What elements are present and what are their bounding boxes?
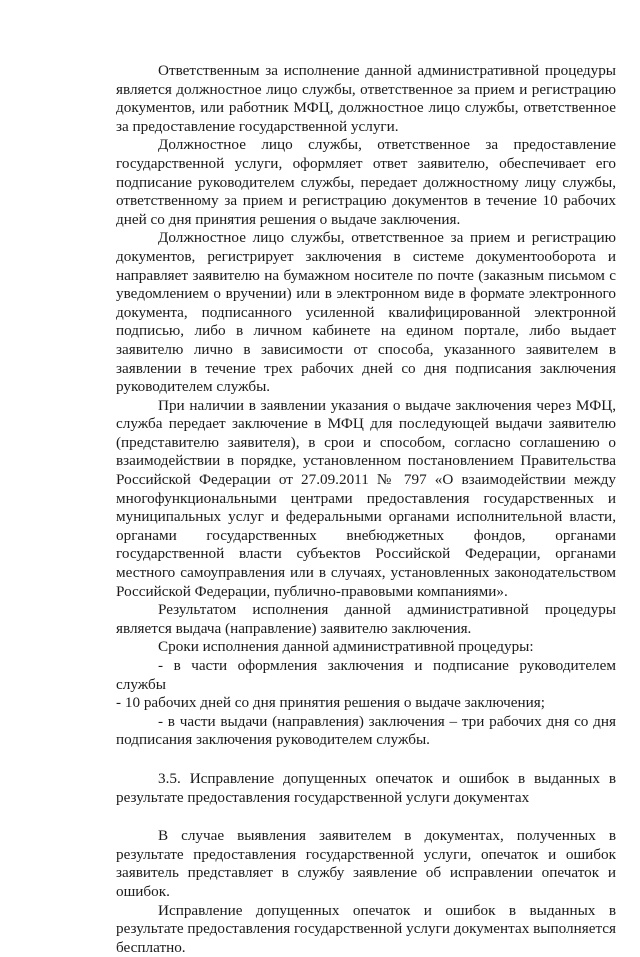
paragraph-deadline-signing-continued: - 10 рабочих дней со дня принятия решения о выдаче заключения; xyxy=(116,694,545,712)
paragraph-deadlines-intro: Сроки исполнения данной административной процедуры: xyxy=(158,638,534,656)
paragraph-error-correction-free: Исправление допущенных опечаток и ошибок в выданных в результате предоставления государственной услуги документах выполняется бесплатно. xyxy=(116,901,616,956)
paragraph-registration: Должностное лицо службы, ответственное за прием и регистрацию документов, регистрирует заключения в системе документооборота и направляет заявителю на бумажном носителе по почте (заказным письмом с уведомлением о вручении) или в электронном виде в формате электронного документа, подписанного усиленной квалифицированной электронной подписью, либо в личном кабинете на едином портале, либо выдает заявителю лично в зависимости от способа, указанного заявителем в заявлении в течение трех рабочих дней со дня подписания заключения руководителем службы. xyxy=(116,229,616,396)
document-page xyxy=(116,62,616,957)
paragraph-official-response: Должностное лицо службы, ответственное за предоставление государственной услуги, оформляет ответ заявителю, обеспечивает его подписание руководителем службы, передает должностному лицу службы, ответственному за прием и регистрацию документов в течение 10 рабочих дней со дня принятия решения о выдаче заключения. xyxy=(116,136,616,228)
paragraph-error-detection: В случае выявления заявителем в документах, полученных в результате предоставления государственной услуги, опечаток и ошибок заявитель представляет в службу заявление об исправлении опечаток и ошибок. xyxy=(116,827,616,900)
section-heading: 3.5. Исправление допущенных опечаток и ошибок в выданных в результате предоставления государственной услуги документах xyxy=(116,769,616,806)
paragraph-mfc-transfer: При наличии в заявлении указания о выдаче заключения через МФЦ, служба передает заключение в МФЦ для последующей выдачи заявителю (представителю заявителя), в срои и способом, согласно соглашению о взаимодействии в порядке, установленном постановлением Правительства Российской Федерации от 27.09.2011 № 797 «О взаимодействии между многофункциональными центрами предоставления государственных и муниципальных услуг и федеральными органами исполнительной власти, органами государственных внебюджетных фондов, органами государственной власти субъектов Российской Федерации, органами местного самоуправления или в случаях, установленных законодательством Российской Федерации, публично-правовыми компаниями». xyxy=(116,396,616,600)
paragraph-deadline-delivery: - в части выдачи (направления) заключения – три рабочих дня со дня подписания заключения руководителем службы. xyxy=(116,712,616,749)
paragraph-result: Результатом исполнения данной административной процедуры является выдача (направление) заявителю заключения. xyxy=(116,601,616,637)
paragraph-deadline-signing: - в части оформления заключения и подписание руководителем службы xyxy=(116,657,616,693)
paragraph-responsible: Ответственным за исполнение данной административной процедуры является должностное лицо службы, ответственное за прием и регистрацию документов, или работник МФЦ, должностное лицо службы, ответственное за предоставление государственной услуги. xyxy=(116,62,616,135)
spacer xyxy=(116,750,616,770)
spacer xyxy=(116,807,616,827)
